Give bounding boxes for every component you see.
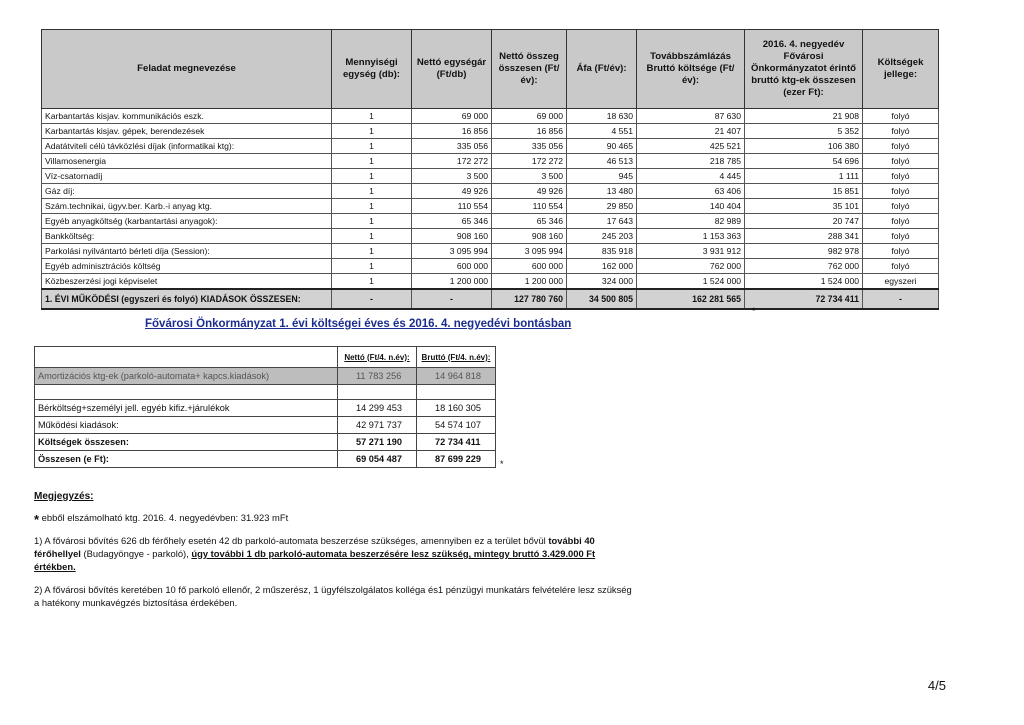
cell-vat: 18 630 [567, 109, 637, 124]
cell-vat: 4 551 [567, 124, 637, 139]
cell-net-total: 3 095 994 [492, 244, 567, 259]
cell-qty: 1 [332, 244, 412, 259]
cell-vat: 46 513 [567, 154, 637, 169]
summary-row-operating [35, 417, 496, 434]
total-row [42, 289, 939, 309]
cell-vat: 945 [567, 169, 637, 184]
header-q4: 2016. 4. negyedév Fővárosi Önkormányzatot érintő bruttó ktg-ek összesen (ezer Ft): [745, 30, 863, 109]
total-vat: 34 500 805 [567, 289, 637, 309]
summary-label: Összesen (e Ft): [35, 451, 338, 468]
cell-nature: folyó [863, 244, 939, 259]
cell-net-total: 49 926 [492, 184, 567, 199]
table-row [42, 154, 939, 169]
cell-task: Gáz díj: [42, 184, 332, 199]
section-heading: Fővárosi Önkormányzat 1. évi költségei éves és 2016. 4. negyedévi bontásban [145, 318, 572, 330]
cell-net-total: 65 346 [492, 214, 567, 229]
cell-nature: folyó [863, 229, 939, 244]
summary-header-net: Nettó (Ft/4. n.év): [338, 347, 417, 368]
cell-task: Villamosenergia [42, 154, 332, 169]
summary-net: 11 783 256 [338, 368, 417, 385]
table-row [42, 274, 939, 290]
cell-net-unit: 16 856 [412, 124, 492, 139]
table-row [42, 229, 939, 244]
summary-gross: 14 964 818 [417, 368, 496, 385]
cell-vat: 324 000 [567, 274, 637, 290]
cell-qty: 1 [332, 229, 412, 244]
cell-rebill: 762 000 [637, 259, 745, 274]
summary-gross: 54 574 107 [417, 417, 496, 434]
cell-nature: folyó [863, 184, 939, 199]
cell-qty: 1 [332, 109, 412, 124]
cell-net-total: 110 554 [492, 199, 567, 214]
table-row [42, 199, 939, 214]
cell-net-unit: 69 000 [412, 109, 492, 124]
cell-vat: 90 465 [567, 139, 637, 154]
cell-vat: 245 203 [567, 229, 637, 244]
header-rebill: Továbbszámlázás Bruttó költsége (Ft/év): [637, 30, 745, 109]
table-row [42, 124, 939, 139]
asterisk-mark: * [752, 306, 756, 316]
cell-task: Közbeszerzési jogi képviselet [42, 274, 332, 290]
cell-rebill: 4 445 [637, 169, 745, 184]
summary-header [35, 347, 496, 368]
cell-rebill: 218 785 [637, 154, 745, 169]
cell-net-unit: 172 272 [412, 154, 492, 169]
cell-rebill: 1 153 363 [637, 229, 745, 244]
cell-net-unit: 1 200 000 [412, 274, 492, 290]
asterisk-mark-summary: * [500, 459, 504, 469]
summary-label: Költségek összesen: [35, 434, 338, 451]
cell-rebill: 21 407 [637, 124, 745, 139]
cell-task: Szám.technikai, ügyv.ber. Karb.-i anyag ktg. [42, 199, 332, 214]
summary-label: Működési kiadások: [35, 417, 338, 434]
cell-q4: 5 352 [745, 124, 863, 139]
table-row [42, 139, 939, 154]
total-nature: - [863, 289, 939, 309]
cell-nature: folyó [863, 199, 939, 214]
cell-net-unit: 600 000 [412, 259, 492, 274]
cell-net-total: 16 856 [492, 124, 567, 139]
cell-vat: 17 643 [567, 214, 637, 229]
summary-row-amortization [35, 368, 496, 385]
cell-qty: 1 [332, 184, 412, 199]
cell-q4: 35 101 [745, 199, 863, 214]
note-1-d: úgy további 1 db parkoló-automata beszerzésére lesz szükség, mintegy bruttó 3.429.000 Ft értékben. [34, 548, 596, 572]
note-1 [34, 534, 634, 573]
cell-q4: 982 978 [745, 244, 863, 259]
cell-task: Bankköltség: [42, 229, 332, 244]
cell-vat: 835 918 [567, 244, 637, 259]
cell-net-total: 172 272 [492, 154, 567, 169]
cell-qty: 1 [332, 124, 412, 139]
summary-label: Bérköltség+személyi jell. egyéb kifiz.+járulékok [35, 400, 338, 417]
cell-net-unit: 908 160 [412, 229, 492, 244]
cell-vat: 162 000 [567, 259, 637, 274]
table-row [42, 109, 939, 124]
total-qty: - [332, 289, 412, 309]
summary-header-gross: Bruttó (Ft/4. n.év): [417, 347, 496, 368]
cell-q4: 106 380 [745, 139, 863, 154]
summary-net: 57 271 190 [338, 434, 417, 451]
cell-nature: folyó [863, 154, 939, 169]
star-note [34, 511, 634, 526]
cell-nature: egyszeri [863, 274, 939, 290]
cell-q4: 15 851 [745, 184, 863, 199]
cost-table-header [42, 30, 939, 109]
cell-net-unit: 3 095 994 [412, 244, 492, 259]
summary-table [34, 346, 496, 468]
cell-vat: 29 850 [567, 199, 637, 214]
cell-q4: 1 524 000 [745, 274, 863, 290]
cell-qty: 1 [332, 199, 412, 214]
cell-qty: 1 [332, 169, 412, 184]
cell-rebill: 87 630 [637, 109, 745, 124]
table-row [42, 169, 939, 184]
summary-net: 69 054 487 [338, 451, 417, 468]
cell-net-unit: 110 554 [412, 199, 492, 214]
header-nature: Költségek jellege: [863, 30, 939, 109]
cell-nature: folyó [863, 109, 939, 124]
cell-nature: folyó [863, 259, 939, 274]
note-2: 2) A fővárosi bővítés keretében 10 fő parkoló ellenőr, 2 műszerész, 1 ügyfélszolgálatos kolléga és1 pénzügyi munkatárs felvételére lesz szükség a hatékony munkavégzés biztosítása érdekében. [34, 584, 632, 608]
summary-label: Amortizációs ktg-ek (parkoló-automata+ kapcs.kiadások) [35, 368, 338, 385]
summary-blank-row [35, 385, 496, 400]
cell-vat: 13 480 [567, 184, 637, 199]
cell-rebill: 82 989 [637, 214, 745, 229]
cell-rebill: 3 931 912 [637, 244, 745, 259]
cell-net-total: 69 000 [492, 109, 567, 124]
summary-gross: 87 699 229 [417, 451, 496, 468]
cell-q4: 54 696 [745, 154, 863, 169]
cell-net-total: 908 160 [492, 229, 567, 244]
cell-net-unit: 49 926 [412, 184, 492, 199]
note-1-b: további 40 férőhellyel [34, 535, 595, 559]
page-number: 4/5 [927, 678, 946, 693]
table-row [42, 244, 939, 259]
cell-qty: 1 [332, 274, 412, 290]
cell-task: Parkolási nyilvántartó bérleti díja (Session): [42, 244, 332, 259]
cell-task: Karbantartás kisjav. kommunikációs eszk. [42, 109, 332, 124]
summary-row-costs-total [35, 434, 496, 451]
header-net-unit: Nettó egységár (Ft/db) [412, 30, 492, 109]
cell-net-unit: 65 346 [412, 214, 492, 229]
table-row [42, 184, 939, 199]
summary-row-grand-total [35, 451, 496, 468]
total-rebill: 162 281 565 [637, 289, 745, 309]
cost-table-body [42, 109, 939, 290]
cell-qty: 1 [332, 214, 412, 229]
header-task: Feladat megnevezése [42, 30, 332, 109]
cell-q4: 762 000 [745, 259, 863, 274]
star-note-text: ebből elszámolható ktg. 2016. 4. negyedévben: 31.923 mFt [41, 512, 289, 523]
cell-net-total: 3 500 [492, 169, 567, 184]
cell-task: Egyéb adminisztrációs költség [42, 259, 332, 274]
cell-q4: 288 341 [745, 229, 863, 244]
cell-nature: folyó [863, 124, 939, 139]
total-label: 1. ÉVI MŰKÖDÉSI (egyszeri és folyó) KIADÁSOK ÖSSZESEN: [42, 289, 332, 309]
summary-net: 14 299 453 [338, 400, 417, 417]
cell-net-total: 335 056 [492, 139, 567, 154]
cell-q4: 20 747 [745, 214, 863, 229]
cell-nature: folyó [863, 139, 939, 154]
cell-qty: 1 [332, 139, 412, 154]
header-qty: Mennyiségi egység (db): [332, 30, 412, 109]
cell-rebill: 425 521 [637, 139, 745, 154]
cell-rebill: 140 404 [637, 199, 745, 214]
cell-q4: 21 908 [745, 109, 863, 124]
summary-gross: 18 160 305 [417, 400, 496, 417]
header-vat: Áfa (Ft/év): [567, 30, 637, 109]
cost-table [41, 29, 939, 310]
cell-nature: folyó [863, 169, 939, 184]
summary-net: 42 971 737 [338, 417, 417, 434]
note-1-a: 1) A fővárosi bővítés 626 db férőhely esetén 42 db parkoló-automata beszerzése szükséges, amennyiben ez a terület bővül [34, 535, 549, 546]
header-net-total: Nettó összeg összesen (Ft/év): [492, 30, 567, 109]
cell-rebill: 63 406 [637, 184, 745, 199]
summary-header-empty [35, 347, 338, 368]
cell-net-total: 600 000 [492, 259, 567, 274]
cell-nature: folyó [863, 214, 939, 229]
total-q4: 72 734 411 [745, 289, 863, 309]
cell-task: Karbantartás kisjav. gépek, berendezések [42, 124, 332, 139]
cell-task: Egyéb anyagköltség (karbantartási anyagok): [42, 214, 332, 229]
cell-qty: 1 [332, 259, 412, 274]
star-note-asterisk: * [34, 512, 40, 527]
total-net-unit: - [412, 289, 492, 309]
notes [34, 490, 634, 609]
cell-net-total: 1 200 000 [492, 274, 567, 290]
cell-task: Víz-csatornadíj [42, 169, 332, 184]
cell-net-unit: 335 056 [412, 139, 492, 154]
table-row [42, 259, 939, 274]
cell-qty: 1 [332, 154, 412, 169]
total-net-total: 127 780 760 [492, 289, 567, 309]
notes-title: Megjegyzés: [34, 491, 94, 502]
cell-net-unit: 3 500 [412, 169, 492, 184]
summary-row-salary [35, 400, 496, 417]
note-1-c: (Budagyöngye - parkoló), [80, 548, 192, 559]
cell-q4: 1 111 [745, 169, 863, 184]
cell-rebill: 1 524 000 [637, 274, 745, 290]
summary-gross: 72 734 411 [417, 434, 496, 451]
table-row [42, 214, 939, 229]
cell-task: Adatátviteli célú távközlési díjak (informatikai ktg): [42, 139, 332, 154]
